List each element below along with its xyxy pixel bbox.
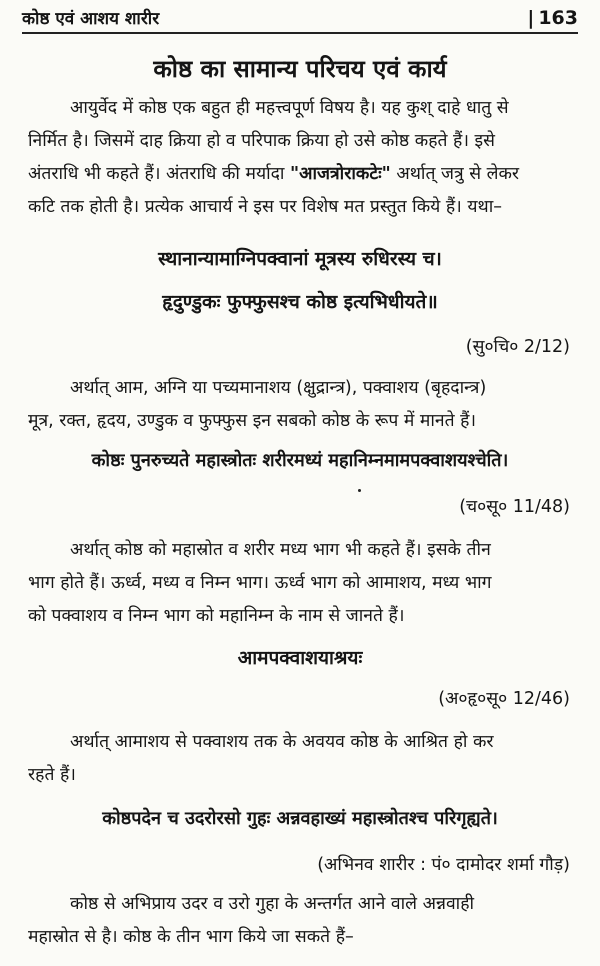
page-number-block [527, 7, 578, 29]
para5-line2: महास्रोत से है। कोष्ठ के तीन भाग किये जा सकते हैं– [28, 927, 354, 947]
paragraph-2 [28, 372, 572, 438]
verse-4: कोष्ठपदेन च उदरोरसो गुहः अन्नवहाख्यं महास्त्रोतश्च परिगृह्यते। [102, 808, 498, 829]
para1-line3-c: अर्थात् जत्रु से लेकर [390, 164, 520, 184]
verse-3: आमपक्वाशयाश्रयः [237, 647, 363, 669]
page-number: 163 [538, 7, 578, 29]
section-heading: कोष्ठ का सामान्य परिचय एवं कार्य [153, 55, 447, 83]
para2-line1: अर्थात् आम, अग्नि या पच्यमानाशय (क्षुद्रान्त्र), पक्वाशय (बृहदान्त्र) [70, 378, 487, 398]
para1-line2: निर्मित है। जिसमें दाह क्रिया हो व परिपाक क्रिया हो उसे कोष्ठ कहते हैं। इसे [28, 131, 495, 151]
para1-line4: कटि तक होती है। प्रत्येक आचार्य ने इस पर विशेष मत प्रस्तुत किये हैं। यथा– [28, 197, 502, 217]
para3-line3: को पक्वाशय व निम्न भाग को महानिम्न के नाम से जानते हैं। [28, 606, 405, 626]
verse1-line1: स्थानान्यामाग्निपक्वानां मूत्रस्य रुधिरस्य च। [158, 248, 442, 270]
para5-line1: कोष्ठ से अभिप्राय उदर व उरो गुहा के अन्तर्गत आने वाले अन्नवाही [70, 894, 475, 914]
reference-3: (अ०हृ०सू० 12/46) [438, 689, 570, 709]
running-header [22, 6, 578, 34]
verse-2: कोष्ठः पुनरुच्यते महास्त्रोतः शरीरमध्यं महानिम्नमामपक्वाशयश्चेति। [91, 450, 509, 471]
para4-line2: रहते हैं। [28, 765, 76, 785]
reference-4: (अभिनव शारीर : पं० दामोदर शर्मा गौड़) [317, 855, 570, 875]
para3-line2: भाग होते हैं। ऊर्ध्व, मध्य व निम्न भाग। ऊर्ध्व भाग को आमाशय, मध्य भाग [28, 573, 492, 593]
header-bar: | [527, 7, 535, 29]
paragraph-5 [28, 888, 572, 954]
para1-line3 [28, 158, 572, 191]
para2-line2: मूत्र, रक्त, हृदय, उण्डुक व फुफ्फुस इन सबको कोष्ठ के रूप में मानते हैं। [28, 411, 477, 431]
paragraph-1 [28, 92, 572, 224]
running-title: कोष्ठ एवं आशय शारीर [22, 9, 160, 29]
reference-1: (सु०चि० 2/12) [465, 337, 570, 357]
para1-line1: आयुर्वेद में कोष्ठ एक बहुत ही महत्त्वपूर्ण विषय है। यह कुश् दाहे धातु से [70, 98, 509, 118]
verse1-line2: हृदुण्डुकः फुफ्फुसश्च कोष्ठ इत्यभिधीयते॥ [162, 291, 438, 313]
paragraph-4 [28, 726, 572, 792]
para1-quote: "आजत्रोराकटेः" [290, 164, 391, 184]
para1-line3-a: अंतराधि भी कहते हैं। अंतराधि की मर्यादा [28, 164, 291, 184]
paragraph-3 [28, 534, 572, 633]
para3-line1: अर्थात् कोष्ठ को महास्रोत व शरीर मध्य भाग भी कहते हैं। इसके तीन [70, 540, 491, 560]
print-dot [358, 489, 361, 492]
para4-line1: अर्थात् आमाशय से पक्वाशय तक के अवयव कोष्ठ के आश्रित हो कर [70, 732, 494, 752]
reference-2: (च०सू० 11/48) [459, 497, 570, 517]
